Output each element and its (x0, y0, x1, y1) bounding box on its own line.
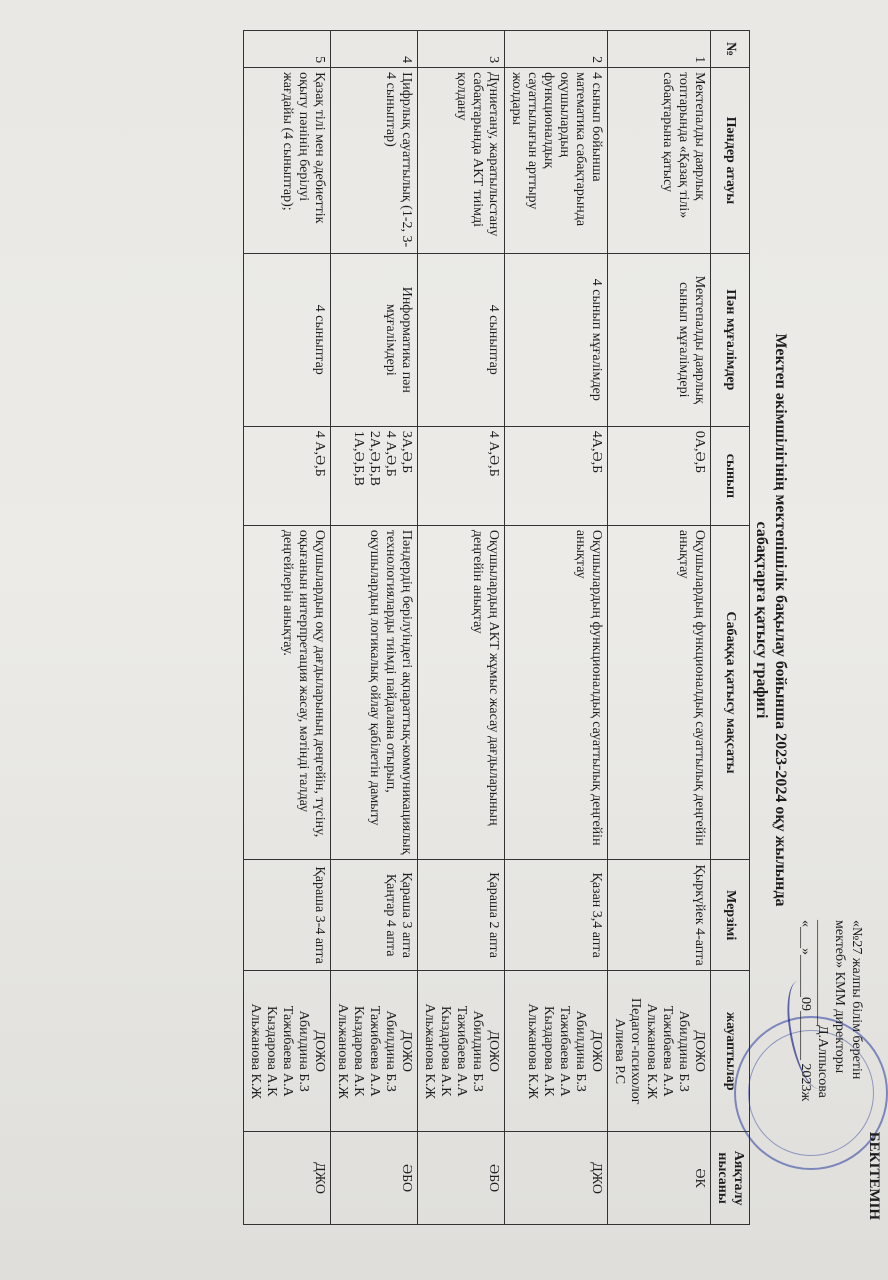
table-header-row (711, 31, 750, 1225)
cell-purpose: Оқушылардың АКТ жұмыс жасау дағдыларының деңгейін анықтау (418, 525, 505, 859)
document-title (752, 120, 790, 1120)
header-responsible: жауаптылар (711, 971, 750, 1132)
cell-subject: Цифрлық сауаттылық (1-2, 3-4 сыныптар) (331, 68, 418, 254)
header-teachers: Пән мұғалімдер (711, 253, 750, 426)
cell-purpose: Оқушылардың оқу дағдыларының деңгейін, түсіну, оқығанын интерпретация жасау, мәтінді талдау деңгейлерін анықтау. (244, 525, 331, 859)
header-subject: Пәндер атауы (711, 68, 750, 254)
cell-completion: ӘБО (331, 1132, 418, 1225)
header-completion: Аяқталу нысаны (711, 1132, 750, 1225)
table-row (244, 31, 331, 1225)
title-line-2: сабақтарға қатысу графигі (753, 521, 770, 719)
cell-subject: Қазақ тілі мен әдебиеттік оқыту пәнінің берілуі жағдайы (4 сыныптар); (244, 68, 331, 254)
cell-number: 5 (244, 31, 331, 68)
title-line-1: Мектеп әкімшілігінің мектепішілік бақылау бойынша 2023-2024 оқу жылында (772, 333, 789, 907)
table-row (418, 31, 505, 1225)
cell-completion: ӘБО (418, 1132, 505, 1225)
header-number: № (711, 31, 750, 68)
header-class: сынып (711, 426, 750, 525)
cell-number: 1 (608, 31, 711, 68)
cell-completion: ДЖО (505, 1132, 608, 1225)
cell-responsible: ДОЖО Абилдина Б.З Тажибаева А.А Кыздарова А.К Альжанова К.Ж (418, 971, 505, 1132)
cell-teachers: 4 сыныптар (244, 253, 331, 426)
cell-responsible: ДОЖО Абилдина Б.З Тажибаева А.А Альжанова К.Ж Педагог-психолог Алиева Р.С (608, 971, 711, 1132)
cell-class: 4 А,Ә,Б (418, 426, 505, 525)
table-row (608, 31, 711, 1225)
cell-teachers: Информатика пән мұғалімдері (331, 253, 418, 426)
header-purpose: Сабаққа қатысу мақсаты (711, 525, 750, 859)
cell-class: 4А,Ә,Б (505, 426, 608, 525)
cell-period: Қараша 3-4 апта (244, 859, 331, 970)
cell-class: 4 А,Ә,Б (244, 426, 331, 525)
schedule-table (243, 30, 750, 1225)
cell-responsible: ДОЖО Абилдина Б.З Тажибаева А.А Кыздарова А.К Альжанова К.Ж (505, 971, 608, 1132)
table-row (331, 31, 418, 1225)
cell-period: Қараша 3 апта Қаңтар 4 апта (331, 859, 418, 970)
cell-responsible: ДОЖО Абилдина Б.З Тажибаева А.А Кыздарова А.К Альжанова К.Ж (244, 971, 331, 1132)
document-page (8, 0, 888, 1240)
cell-purpose: Оқушылардың функционалдық сауаттылық деңгейін анықтау (505, 525, 608, 859)
approval-line-3: _______________Д.Алпысова (815, 920, 830, 1098)
cell-subject: 4 сынып бойынша математика сабақтарында оқушылардың функционалдық сауаттылығын арттыру жолдары (505, 68, 608, 254)
approval-line-1: «№27 жалпы білім беретін (849, 920, 864, 1080)
cell-teachers: 4 сынып мұғалімдер (505, 253, 608, 426)
approval-line-2: мектеб» КММ директоры (832, 920, 847, 1074)
table-row (505, 31, 608, 1225)
cell-teachers: Мектепалды даярлық сынып мұғалімдері (608, 253, 711, 426)
cell-period: Қазан 3,4 апта (505, 859, 608, 970)
cell-number: 4 (331, 31, 418, 68)
cell-subject: Мектепалды даярлық топтарында «Қазақ тілі» сабақтарына қатысу (608, 68, 711, 254)
cell-class: 3А,Ә,Б 4 А,Ә,Б 2А,Ә,Б,В 1А,Ә,Б,В (331, 426, 418, 525)
cell-period: Қараша 2 апта (418, 859, 505, 970)
cell-responsible: ДОЖО Абилдина Б.З Тажибаева А.А Кыздарова А.К Альжанова К.Ж (331, 971, 418, 1132)
cell-teachers: 4 сыныптар (418, 253, 505, 426)
cell-number: 2 (505, 31, 608, 68)
cell-purpose: Пәндердің берілуіндегі ақпараттық-коммуникациялық технологияларды тиімді пайдалана отырып, оқушылардың логикалық ойлау қабілетін дамыту (331, 525, 418, 859)
cell-period: Қыркүйек 4-апта (608, 859, 711, 970)
cell-completion: ДЖО (244, 1132, 331, 1225)
cell-purpose: Оқушылардың функционалдық сауаттылық деңгейін анықтау (608, 525, 711, 859)
approval-heading: БЕКІТЕМІН (866, 1131, 882, 1220)
cell-subject: Дүниетану, жаратылыстану сабақтарында АКТ тиімді қолдану (418, 68, 505, 254)
header-period: Мерзімі (711, 859, 750, 970)
approval-date: «___»______09_______ 2023ж (798, 920, 813, 1102)
cell-number: 3 (418, 31, 505, 68)
approval-block (797, 920, 882, 1220)
cell-completion: ӘК (608, 1132, 711, 1225)
cell-class: 0А,Ә,Б (608, 426, 711, 525)
